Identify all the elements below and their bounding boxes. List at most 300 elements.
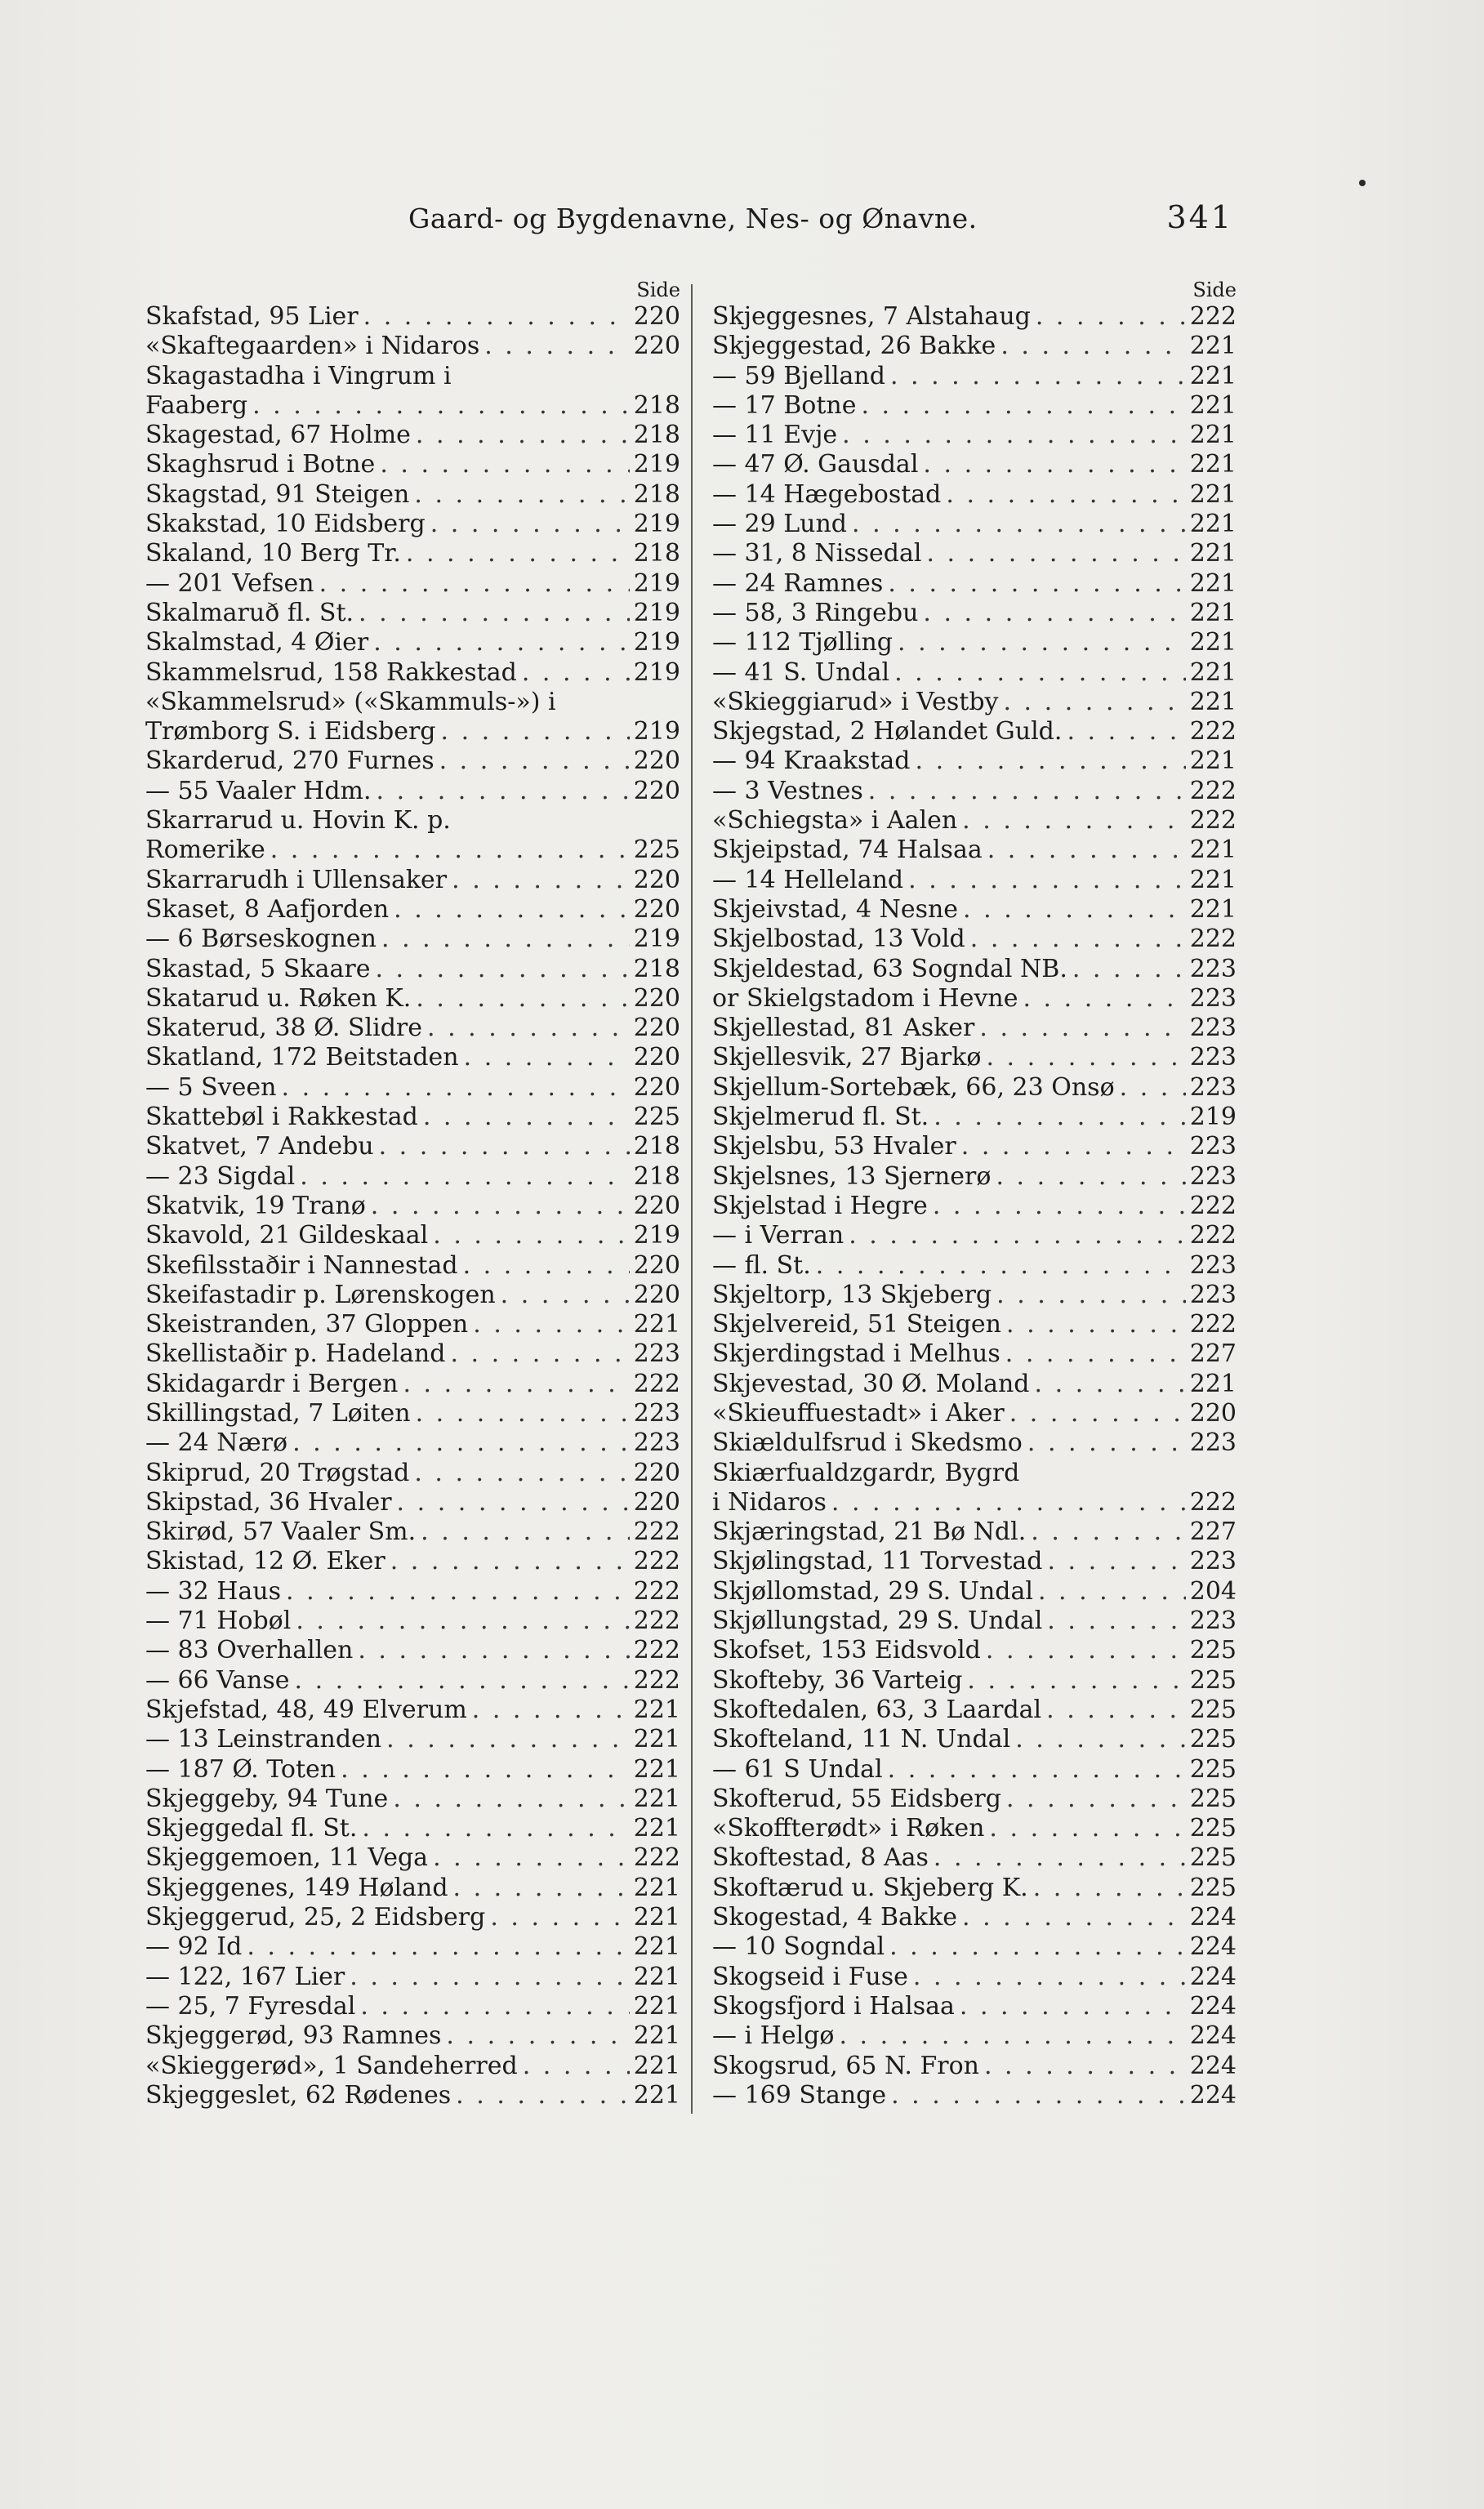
leader-dots bbox=[409, 1459, 630, 1488]
leader-dots bbox=[336, 1755, 630, 1785]
leader-dots bbox=[827, 1488, 1186, 1517]
entry-page-number bbox=[630, 362, 680, 391]
index-entry bbox=[145, 1725, 680, 1754]
index-entry bbox=[145, 362, 680, 391]
index-entry bbox=[145, 421, 680, 450]
entry-name: — 61 S Undal bbox=[712, 1754, 883, 1784]
entry-name: Skaset, 8 Aafjorden bbox=[145, 894, 390, 924]
leader-dots bbox=[1019, 1459, 1186, 1488]
column-divider bbox=[691, 284, 693, 2114]
entry-page-number: 219 bbox=[633, 925, 680, 954]
entry-name: Skjelbostad, 13 Vold bbox=[712, 925, 965, 954]
index-entry bbox=[712, 717, 1237, 746]
entry-name: Skjeggesnes, 7 Alstahaug bbox=[712, 302, 1031, 331]
entry-page-number: 218 bbox=[633, 539, 680, 568]
index-entry bbox=[712, 1162, 1237, 1192]
entry-page-number: 220 bbox=[633, 1280, 680, 1309]
leader-dots bbox=[353, 1636, 630, 1665]
leader-dots bbox=[1010, 1725, 1186, 1754]
entry-page-number: 221 bbox=[633, 1725, 680, 1754]
entry-name: «Schiegsta» i Aalen bbox=[712, 806, 958, 836]
index-entry bbox=[145, 391, 680, 421]
entry-name: — 32 Haus bbox=[145, 1576, 282, 1606]
entry-name: — 92 Id bbox=[145, 1932, 243, 1962]
entry-page-number: 225 bbox=[633, 836, 680, 865]
entry-name: Skoftestad, 8 Aas bbox=[712, 1843, 929, 1873]
index-entry bbox=[145, 1963, 680, 1992]
index-entry bbox=[145, 1014, 680, 1043]
entry-page-number: 222 bbox=[633, 1547, 680, 1576]
entry-name: — 201 Vefsen bbox=[145, 568, 314, 598]
page-number: 341 bbox=[1166, 199, 1233, 235]
entry-page-number: 222 bbox=[1189, 776, 1237, 805]
entry-name: — 122, 167 Lier bbox=[145, 1962, 345, 1991]
side-column-label: Side bbox=[1192, 279, 1237, 301]
entry-name: Romerike bbox=[145, 836, 265, 865]
index-entry bbox=[145, 746, 680, 776]
entry-page-number: 222 bbox=[1189, 1221, 1237, 1250]
leader-dots bbox=[447, 866, 630, 895]
entry-page-number: 222 bbox=[1189, 925, 1237, 954]
entry-page-number: 223 bbox=[1189, 1607, 1237, 1636]
entry-page-number: 221 bbox=[1189, 568, 1237, 598]
entry-page-number: 223 bbox=[1189, 983, 1237, 1013]
entry-page-number: 221 bbox=[1189, 539, 1237, 568]
leader-dots bbox=[1042, 1547, 1186, 1576]
index-entry bbox=[712, 1963, 1237, 1992]
entry-name: Skefilsstaðir i Nannestad bbox=[145, 1250, 458, 1280]
index-entry bbox=[712, 925, 1237, 954]
entry-name: Skeistranden, 37 Gloppen bbox=[145, 1310, 469, 1339]
index-entry bbox=[145, 302, 680, 332]
entry-name: — 187 Ø. Toten bbox=[145, 1754, 336, 1784]
entry-name: Skaterud, 38 Ø. Slidre bbox=[145, 1014, 423, 1043]
entry-name: Skjegstad, 2 Hølandet Guld. bbox=[712, 717, 1063, 746]
index-entry bbox=[145, 569, 680, 599]
leader-dots bbox=[370, 955, 630, 984]
entry-name: i Nidaros bbox=[712, 1487, 827, 1517]
entry-name: «Skieuffuestadt» i Aker bbox=[712, 1398, 1005, 1428]
leader-dots bbox=[1001, 1310, 1186, 1339]
leader-dots bbox=[458, 1251, 630, 1281]
index-entry bbox=[145, 1339, 680, 1369]
entry-name: Skidagardr i Bergen bbox=[145, 1369, 399, 1398]
entry-name: Skaghsrud i Botne bbox=[145, 450, 376, 479]
entry-page-number: 224 bbox=[1189, 2080, 1237, 2110]
entry-name: Skarderud, 270 Furnes bbox=[145, 746, 435, 776]
entry-page-number: 222 bbox=[633, 1576, 680, 1606]
leader-dots bbox=[1028, 1874, 1186, 1903]
index-entry bbox=[712, 895, 1237, 925]
index-entry bbox=[712, 569, 1237, 599]
leader-dots bbox=[374, 1132, 630, 1161]
index-entry bbox=[145, 510, 680, 539]
entry-page-number: 221 bbox=[633, 1903, 680, 1932]
index-entry bbox=[145, 1636, 680, 1665]
entry-page-number: 221 bbox=[1189, 628, 1237, 657]
entry-name: — 3 Vestnes bbox=[712, 776, 863, 805]
entry-page-number: 218 bbox=[633, 421, 680, 450]
entry-name: Skjeggemoen, 11 Vega bbox=[145, 1843, 429, 1873]
leader-dots bbox=[448, 1874, 630, 1903]
leader-dots bbox=[357, 1814, 630, 1843]
leader-dots bbox=[811, 1251, 1186, 1281]
index-entry bbox=[712, 1339, 1237, 1369]
leader-dots bbox=[886, 2081, 1186, 2110]
index-entry bbox=[712, 1636, 1237, 1665]
entry-name: — 14 Helleland bbox=[712, 865, 904, 894]
entry-name: — 41 S. Undal bbox=[712, 657, 890, 687]
index-entry bbox=[145, 984, 680, 1014]
entry-page-number: 227 bbox=[1189, 1339, 1237, 1369]
index-entry bbox=[712, 362, 1237, 391]
index-entry bbox=[145, 895, 680, 925]
leader-dots bbox=[998, 688, 1186, 717]
entry-page-number: 222 bbox=[633, 1607, 680, 1636]
index-entry bbox=[145, 925, 680, 954]
leader-dots bbox=[401, 539, 630, 568]
entry-name: — 13 Leinstranden bbox=[145, 1725, 382, 1754]
entry-name: «Skoffterødt» i Røken bbox=[712, 1814, 985, 1843]
entry-name: Skaland, 10 Berg Tr. bbox=[145, 539, 401, 568]
leader-dots bbox=[834, 2021, 1186, 2051]
entry-name: — 169 Stange bbox=[712, 2080, 887, 2110]
leader-dots bbox=[354, 599, 630, 628]
entry-page-number: 220 bbox=[633, 332, 680, 361]
index-entry bbox=[145, 1103, 680, 1132]
entry-page-number: 221 bbox=[1189, 450, 1237, 479]
page-header bbox=[139, 199, 1233, 243]
entry-name: Skofteland, 11 N. Undal bbox=[712, 1725, 1011, 1754]
leader-dots bbox=[416, 1517, 630, 1547]
entry-page-number: 221 bbox=[633, 1932, 680, 1962]
leader-dots bbox=[847, 510, 1186, 539]
entry-page-number: 219 bbox=[633, 628, 680, 657]
index-entry bbox=[712, 1785, 1237, 1814]
index-entry bbox=[145, 1696, 680, 1725]
leader-dots bbox=[375, 450, 630, 479]
entry-name: Skjelvereid, 51 Steigen bbox=[712, 1310, 1001, 1339]
leader-dots bbox=[355, 1992, 630, 2021]
index-entry bbox=[712, 1547, 1237, 1576]
entry-name: Skafstad, 95 Lier bbox=[145, 302, 359, 331]
index-entry bbox=[712, 984, 1237, 1014]
entry-page-number: 220 bbox=[633, 746, 680, 776]
entry-name: Skalmstad, 4 Øier bbox=[145, 628, 369, 657]
index-entry bbox=[145, 1814, 680, 1843]
index-entry bbox=[712, 866, 1237, 895]
entry-page-number: 223 bbox=[1189, 1280, 1237, 1309]
leader-dots bbox=[992, 1281, 1186, 1310]
index-entry bbox=[712, 1874, 1237, 1903]
leader-dots bbox=[366, 1192, 630, 1221]
index-entry bbox=[712, 1251, 1237, 1281]
leader-dots bbox=[411, 1399, 630, 1428]
index-entry bbox=[145, 836, 680, 865]
entry-name: «Skammelsrud» («Skammuls-») i bbox=[145, 687, 556, 716]
leader-dots bbox=[1000, 1339, 1186, 1369]
leader-dots bbox=[392, 1488, 630, 1517]
entry-name: — i Verran bbox=[712, 1221, 844, 1250]
entry-page-number: 223 bbox=[1189, 1161, 1237, 1191]
index-entry bbox=[712, 658, 1237, 688]
index-entry bbox=[712, 1192, 1237, 1221]
entry-page-number: 224 bbox=[1189, 2051, 1237, 2080]
running-title: Gaard- og Bygdenavne, Nes- og Ønavne. bbox=[408, 203, 978, 234]
entry-page-number: 225 bbox=[1189, 1843, 1237, 1873]
entry-page-number: 221 bbox=[633, 2080, 680, 2110]
leader-dots bbox=[1018, 984, 1186, 1014]
entry-page-number: 218 bbox=[633, 1132, 680, 1161]
entry-name: Skiældulfsrud i Skedsmo bbox=[712, 1428, 1023, 1458]
leader-dots bbox=[242, 1932, 630, 1962]
entry-name: Skjeggerud, 25, 2 Eidsberg bbox=[145, 1903, 486, 1932]
leader-dots bbox=[1030, 1370, 1186, 1399]
leader-dots bbox=[921, 539, 1186, 568]
leader-dots bbox=[918, 599, 1186, 628]
entry-page-number: 223 bbox=[1189, 1250, 1237, 1280]
index-entry bbox=[145, 1932, 680, 1962]
left-index-column bbox=[145, 278, 680, 2110]
entry-page-number: 219 bbox=[633, 598, 680, 627]
entry-name: Skavold, 21 Gildeskaal bbox=[145, 1221, 429, 1250]
entry-page-number: 221 bbox=[1189, 865, 1237, 894]
leader-dots bbox=[418, 1103, 630, 1132]
leader-dots bbox=[451, 806, 630, 836]
entry-name: Skipstad, 36 Hvaler bbox=[145, 1487, 392, 1517]
entry-page-number: 221 bbox=[1189, 421, 1237, 450]
index-entry bbox=[145, 1428, 680, 1458]
entry-name: Skofset, 153 Eidsvold bbox=[712, 1636, 981, 1665]
entry-name: — 6 Børseskognen bbox=[145, 925, 377, 954]
entry-page-number: 220 bbox=[633, 865, 680, 894]
leader-dots bbox=[844, 1221, 1186, 1250]
entry-page-number: 221 bbox=[1189, 479, 1237, 509]
leader-dots bbox=[957, 806, 1186, 836]
index-entry bbox=[145, 658, 680, 688]
leader-dots bbox=[435, 746, 630, 776]
entry-page-number: 221 bbox=[1189, 332, 1237, 361]
entry-page-number: 222 bbox=[1189, 717, 1237, 746]
index-entry bbox=[712, 1399, 1237, 1428]
index-entry bbox=[145, 1874, 680, 1903]
entry-page-number: 223 bbox=[633, 1339, 680, 1369]
entry-page-number: 220 bbox=[633, 776, 680, 805]
leader-dots bbox=[929, 1103, 1186, 1132]
entry-name: — i Helgø bbox=[712, 2021, 835, 2051]
index-entry bbox=[145, 2052, 680, 2081]
entry-name: — 94 Kraakstad bbox=[712, 746, 911, 776]
leader-dots bbox=[979, 2052, 1186, 2081]
index-entry bbox=[712, 1014, 1237, 1043]
leader-dots bbox=[1115, 1073, 1186, 1103]
index-entry bbox=[145, 539, 680, 568]
entry-page-number: 204 bbox=[1189, 1576, 1237, 1606]
entry-name: Skjeldestad, 63 Sogndal NB. bbox=[712, 954, 1067, 983]
entry-page-number: 220 bbox=[633, 1043, 680, 1072]
index-entry bbox=[145, 1132, 680, 1161]
leader-dots bbox=[247, 391, 630, 421]
leader-dots bbox=[1026, 1517, 1186, 1547]
entry-name: or Skielgstadom i Hevne bbox=[712, 983, 1018, 1013]
entry-name: Skjeggeby, 94 Tune bbox=[145, 1784, 389, 1813]
entry-page-number: 219 bbox=[633, 568, 680, 598]
index-entry bbox=[712, 1843, 1237, 1873]
entry-name: Skogseid i Fuse bbox=[712, 1962, 908, 1991]
side-column-label: Side bbox=[636, 279, 680, 301]
entry-name: Skammelsrud, 158 Rakkestad bbox=[145, 657, 517, 687]
entry-name: Skillingstad, 7 Løiten bbox=[145, 1398, 411, 1428]
index-entry bbox=[712, 599, 1237, 628]
index-entry bbox=[145, 1903, 680, 1932]
entry-page-number: 220 bbox=[633, 894, 680, 924]
leader-dots bbox=[517, 658, 630, 688]
index-entry bbox=[712, 955, 1237, 984]
entry-page-number: 222 bbox=[1189, 806, 1237, 836]
entry-page-number: 221 bbox=[633, 2051, 680, 2080]
entry-name: Skjefstad, 48, 49 Elverum bbox=[145, 1695, 467, 1724]
entry-page-number: 220 bbox=[633, 1014, 680, 1043]
index-entry bbox=[712, 2052, 1237, 2081]
index-entry bbox=[712, 1281, 1237, 1310]
entry-page-number: 221 bbox=[633, 1962, 680, 1991]
entry-name: Skarrarudh i Ullensaker bbox=[145, 865, 448, 894]
entry-name: Skogsrud, 65 N. Fron bbox=[712, 2051, 979, 2080]
leader-dots bbox=[962, 1666, 1186, 1696]
index-entry bbox=[145, 332, 680, 361]
leader-dots bbox=[409, 480, 630, 510]
index-entry bbox=[145, 1162, 680, 1192]
leader-dots bbox=[856, 391, 1186, 421]
entry-page-number: 223 bbox=[1189, 1014, 1237, 1043]
index-entry bbox=[712, 480, 1237, 510]
entry-page-number: 223 bbox=[1189, 1132, 1237, 1161]
leader-dots bbox=[381, 1725, 630, 1754]
entry-name: Skjeggestad, 26 Bakke bbox=[712, 332, 996, 361]
entry-name: Skastad, 5 Skaare bbox=[145, 954, 371, 983]
leader-dots bbox=[911, 746, 1187, 776]
entry-page-number bbox=[630, 806, 680, 836]
entry-page-number: 221 bbox=[1189, 510, 1237, 539]
leader-dots bbox=[893, 628, 1186, 657]
entry-name: Skellistaðir p. Hadeland bbox=[145, 1339, 446, 1369]
entry-name: Skarrarud u. Hovin K. p. bbox=[145, 806, 451, 836]
entry-name: — 5 Sveen bbox=[145, 1072, 277, 1102]
entry-page-number: 220 bbox=[633, 1250, 680, 1280]
entry-name: — 11 Evje bbox=[712, 421, 838, 450]
margin-mark bbox=[1359, 180, 1366, 186]
entry-page-number: 220 bbox=[633, 1191, 680, 1220]
entry-page-number: 223 bbox=[1189, 1428, 1237, 1458]
index-entry bbox=[145, 866, 680, 895]
leader-dots bbox=[496, 1281, 630, 1310]
entry-name: «Skieggiarud» i Vestby bbox=[712, 687, 999, 716]
leader-dots bbox=[883, 1755, 1186, 1785]
leader-dots bbox=[996, 332, 1186, 361]
index-entry bbox=[712, 1459, 1237, 1488]
index-entry bbox=[145, 1281, 680, 1310]
leader-dots bbox=[290, 1666, 630, 1696]
index-entry bbox=[712, 1755, 1237, 1785]
entry-name: Skjevestad, 30 Ø. Moland bbox=[712, 1369, 1030, 1398]
leader-dots bbox=[1062, 717, 1186, 746]
entry-name: — 47 Ø. Gausdal bbox=[712, 450, 919, 479]
entry-name: Skofterud, 55 Eidsberg bbox=[712, 1784, 1001, 1813]
leader-dots bbox=[479, 332, 630, 361]
entry-name: Skoftærud u. Skjeberg K. bbox=[712, 1873, 1028, 1902]
entry-name: Skattebøl i Rakkestad bbox=[145, 1103, 418, 1132]
entry-page-number: 224 bbox=[1189, 1932, 1237, 1962]
index-entry bbox=[712, 510, 1237, 539]
leader-dots bbox=[422, 1014, 630, 1043]
leader-dots bbox=[459, 1043, 630, 1072]
entry-name: — 31, 8 Nissedal bbox=[712, 539, 922, 568]
index-entry bbox=[145, 599, 680, 628]
index-entry bbox=[145, 1310, 680, 1339]
entry-name: Skjellum-Sortebæk, 66, 23 Onsø bbox=[712, 1072, 1115, 1102]
leader-dots bbox=[1005, 1399, 1186, 1428]
leader-dots bbox=[1041, 1696, 1186, 1725]
index-entry bbox=[145, 1370, 680, 1399]
entry-name: — 58, 3 Ringebu bbox=[712, 598, 919, 627]
leader-dots bbox=[428, 1221, 630, 1250]
leader-dots bbox=[426, 510, 630, 539]
entry-name: Skjelstad i Hegre bbox=[712, 1191, 928, 1220]
index-entry bbox=[145, 1843, 680, 1873]
leader-dots bbox=[556, 688, 630, 717]
entry-page-number: 224 bbox=[1189, 1991, 1237, 2021]
index-entry bbox=[145, 1577, 680, 1607]
entry-name: Skeifastadir p. Lørenskogen bbox=[145, 1280, 496, 1309]
leader-dots bbox=[265, 836, 630, 865]
entry-name: «Skieggerød», 1 Sandeherred bbox=[145, 2051, 518, 2080]
leader-dots bbox=[1042, 1607, 1186, 1636]
entry-page-number: 218 bbox=[633, 390, 680, 420]
entry-page-number: 220 bbox=[633, 1458, 680, 1487]
leader-dots bbox=[885, 362, 1186, 391]
index-entry bbox=[712, 1132, 1237, 1161]
entry-page-number: 220 bbox=[1189, 1398, 1237, 1428]
entry-page-number: 222 bbox=[1189, 302, 1237, 331]
entry-name: Skjeggenes, 149 Høland bbox=[145, 1873, 448, 1902]
leader-dots bbox=[983, 836, 1186, 865]
right-index-column bbox=[712, 278, 1237, 2110]
entry-page-number: 225 bbox=[1189, 1636, 1237, 1665]
entry-name: — 10 Sogndal bbox=[712, 1932, 885, 1962]
leader-dots bbox=[428, 1843, 630, 1873]
entry-name: «Skaftegaarden» i Nidaros bbox=[145, 332, 480, 361]
entry-page-number: 221 bbox=[633, 1695, 680, 1724]
entry-name: — 23 Sigdal bbox=[145, 1161, 296, 1191]
leader-dots bbox=[928, 1192, 1186, 1221]
index-entry bbox=[145, 777, 680, 806]
entry-name: Skiærfualdzgardr, Bygrd bbox=[712, 1458, 1020, 1487]
leader-dots bbox=[956, 1132, 1186, 1161]
leader-dots bbox=[485, 1903, 630, 1932]
index-entry bbox=[145, 1221, 680, 1250]
leader-dots bbox=[1033, 1577, 1186, 1607]
entry-page-number: 219 bbox=[633, 717, 680, 746]
entry-page-number: 219 bbox=[633, 1221, 680, 1250]
leader-dots bbox=[863, 777, 1186, 806]
entry-page-number: 225 bbox=[1189, 1665, 1237, 1695]
entry-page-number: 221 bbox=[1189, 361, 1237, 390]
entry-page-number: 221 bbox=[633, 1873, 680, 1902]
entry-page-number: 224 bbox=[1189, 1903, 1237, 1932]
leader-dots bbox=[385, 1547, 630, 1576]
index-entry bbox=[145, 1459, 680, 1488]
entry-name: — 66 Vanse bbox=[145, 1665, 290, 1695]
